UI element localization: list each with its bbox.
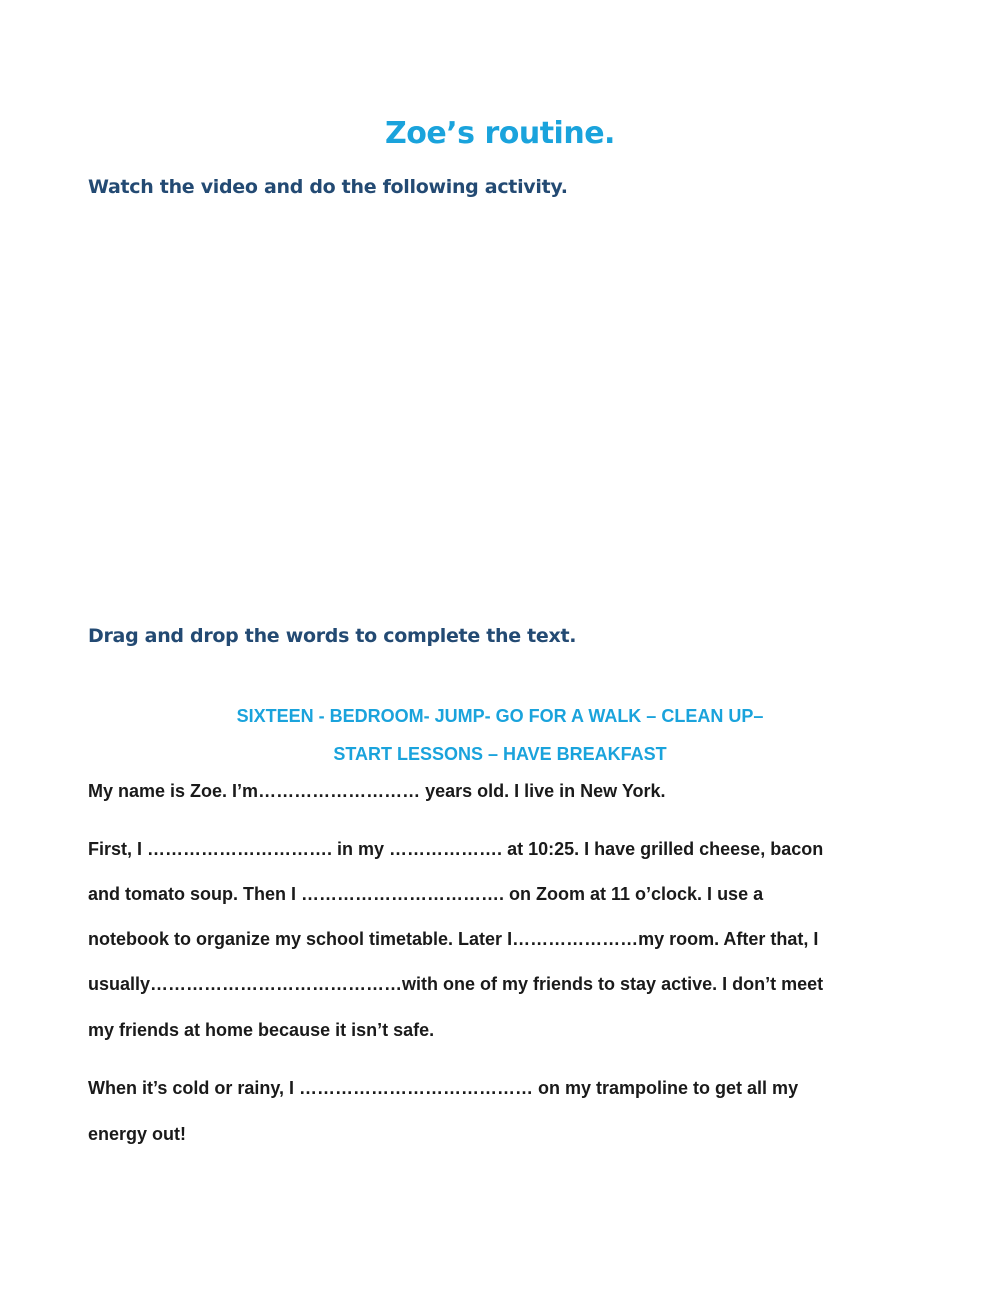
drop-blank-room[interactable]: ………………. bbox=[389, 839, 503, 859]
text-segment: notebook to organize my school timetable. Later I bbox=[88, 929, 513, 949]
text-segment: on Zoom at 11 o’clock. I use a bbox=[504, 884, 764, 904]
word-bank-line-1: SIXTEEN - BEDROOM- JUMP- GO FOR A WALK – CLEAN UP– bbox=[236, 706, 764, 726]
text-line-4 bbox=[88, 929, 928, 950]
text-line-3 bbox=[88, 884, 928, 905]
text-segment: in my bbox=[332, 839, 390, 859]
text-segment: When it’s cold or rainy, I bbox=[88, 1078, 300, 1098]
text-segment: First, I bbox=[88, 839, 148, 859]
text-line-5 bbox=[88, 974, 928, 995]
text-line-6: my friends at home because it isn’t safe. bbox=[88, 1020, 435, 1040]
worksheet-title: Zoe’s routine. bbox=[385, 116, 615, 151]
text-line-7 bbox=[88, 1078, 928, 1099]
text-line-8: energy out! bbox=[88, 1124, 187, 1144]
video-embed-area[interactable] bbox=[88, 215, 912, 605]
text-segment: and tomato soup. Then I bbox=[88, 884, 301, 904]
drop-blank-meal[interactable]: …………………………. bbox=[147, 839, 333, 859]
text-line-2 bbox=[88, 839, 928, 860]
text-segment: on my trampoline to get all my bbox=[533, 1078, 799, 1098]
text-segment: with one of my friends to stay active. I don’t meet bbox=[402, 974, 824, 994]
watch-video-instruction: Watch the video and do the following activity. bbox=[88, 176, 568, 198]
drop-blank-walk[interactable]: …………………………………… bbox=[150, 974, 403, 994]
drag-drop-instruction: Drag and drop the words to complete the text. bbox=[88, 625, 577, 647]
drop-blank-age[interactable]: ……………………… bbox=[258, 781, 421, 801]
text-segment: usually bbox=[88, 974, 151, 994]
text-segment: at 10:25. I have grilled cheese, bacon bbox=[502, 839, 824, 859]
text-line-1 bbox=[88, 781, 928, 802]
text-segment: years old. I live in New York. bbox=[420, 781, 666, 801]
drop-blank-lessons[interactable]: ……………………………. bbox=[301, 884, 505, 904]
text-segment: my room. After that, I bbox=[638, 929, 819, 949]
drop-blank-jump[interactable]: ………………………………… bbox=[299, 1078, 534, 1098]
word-bank-line-2: START LESSONS – HAVE BREAKFAST bbox=[333, 744, 667, 764]
drop-blank-clean[interactable]: ………………… bbox=[512, 929, 639, 949]
text-segment: My name is Zoe. I’m bbox=[88, 781, 259, 801]
